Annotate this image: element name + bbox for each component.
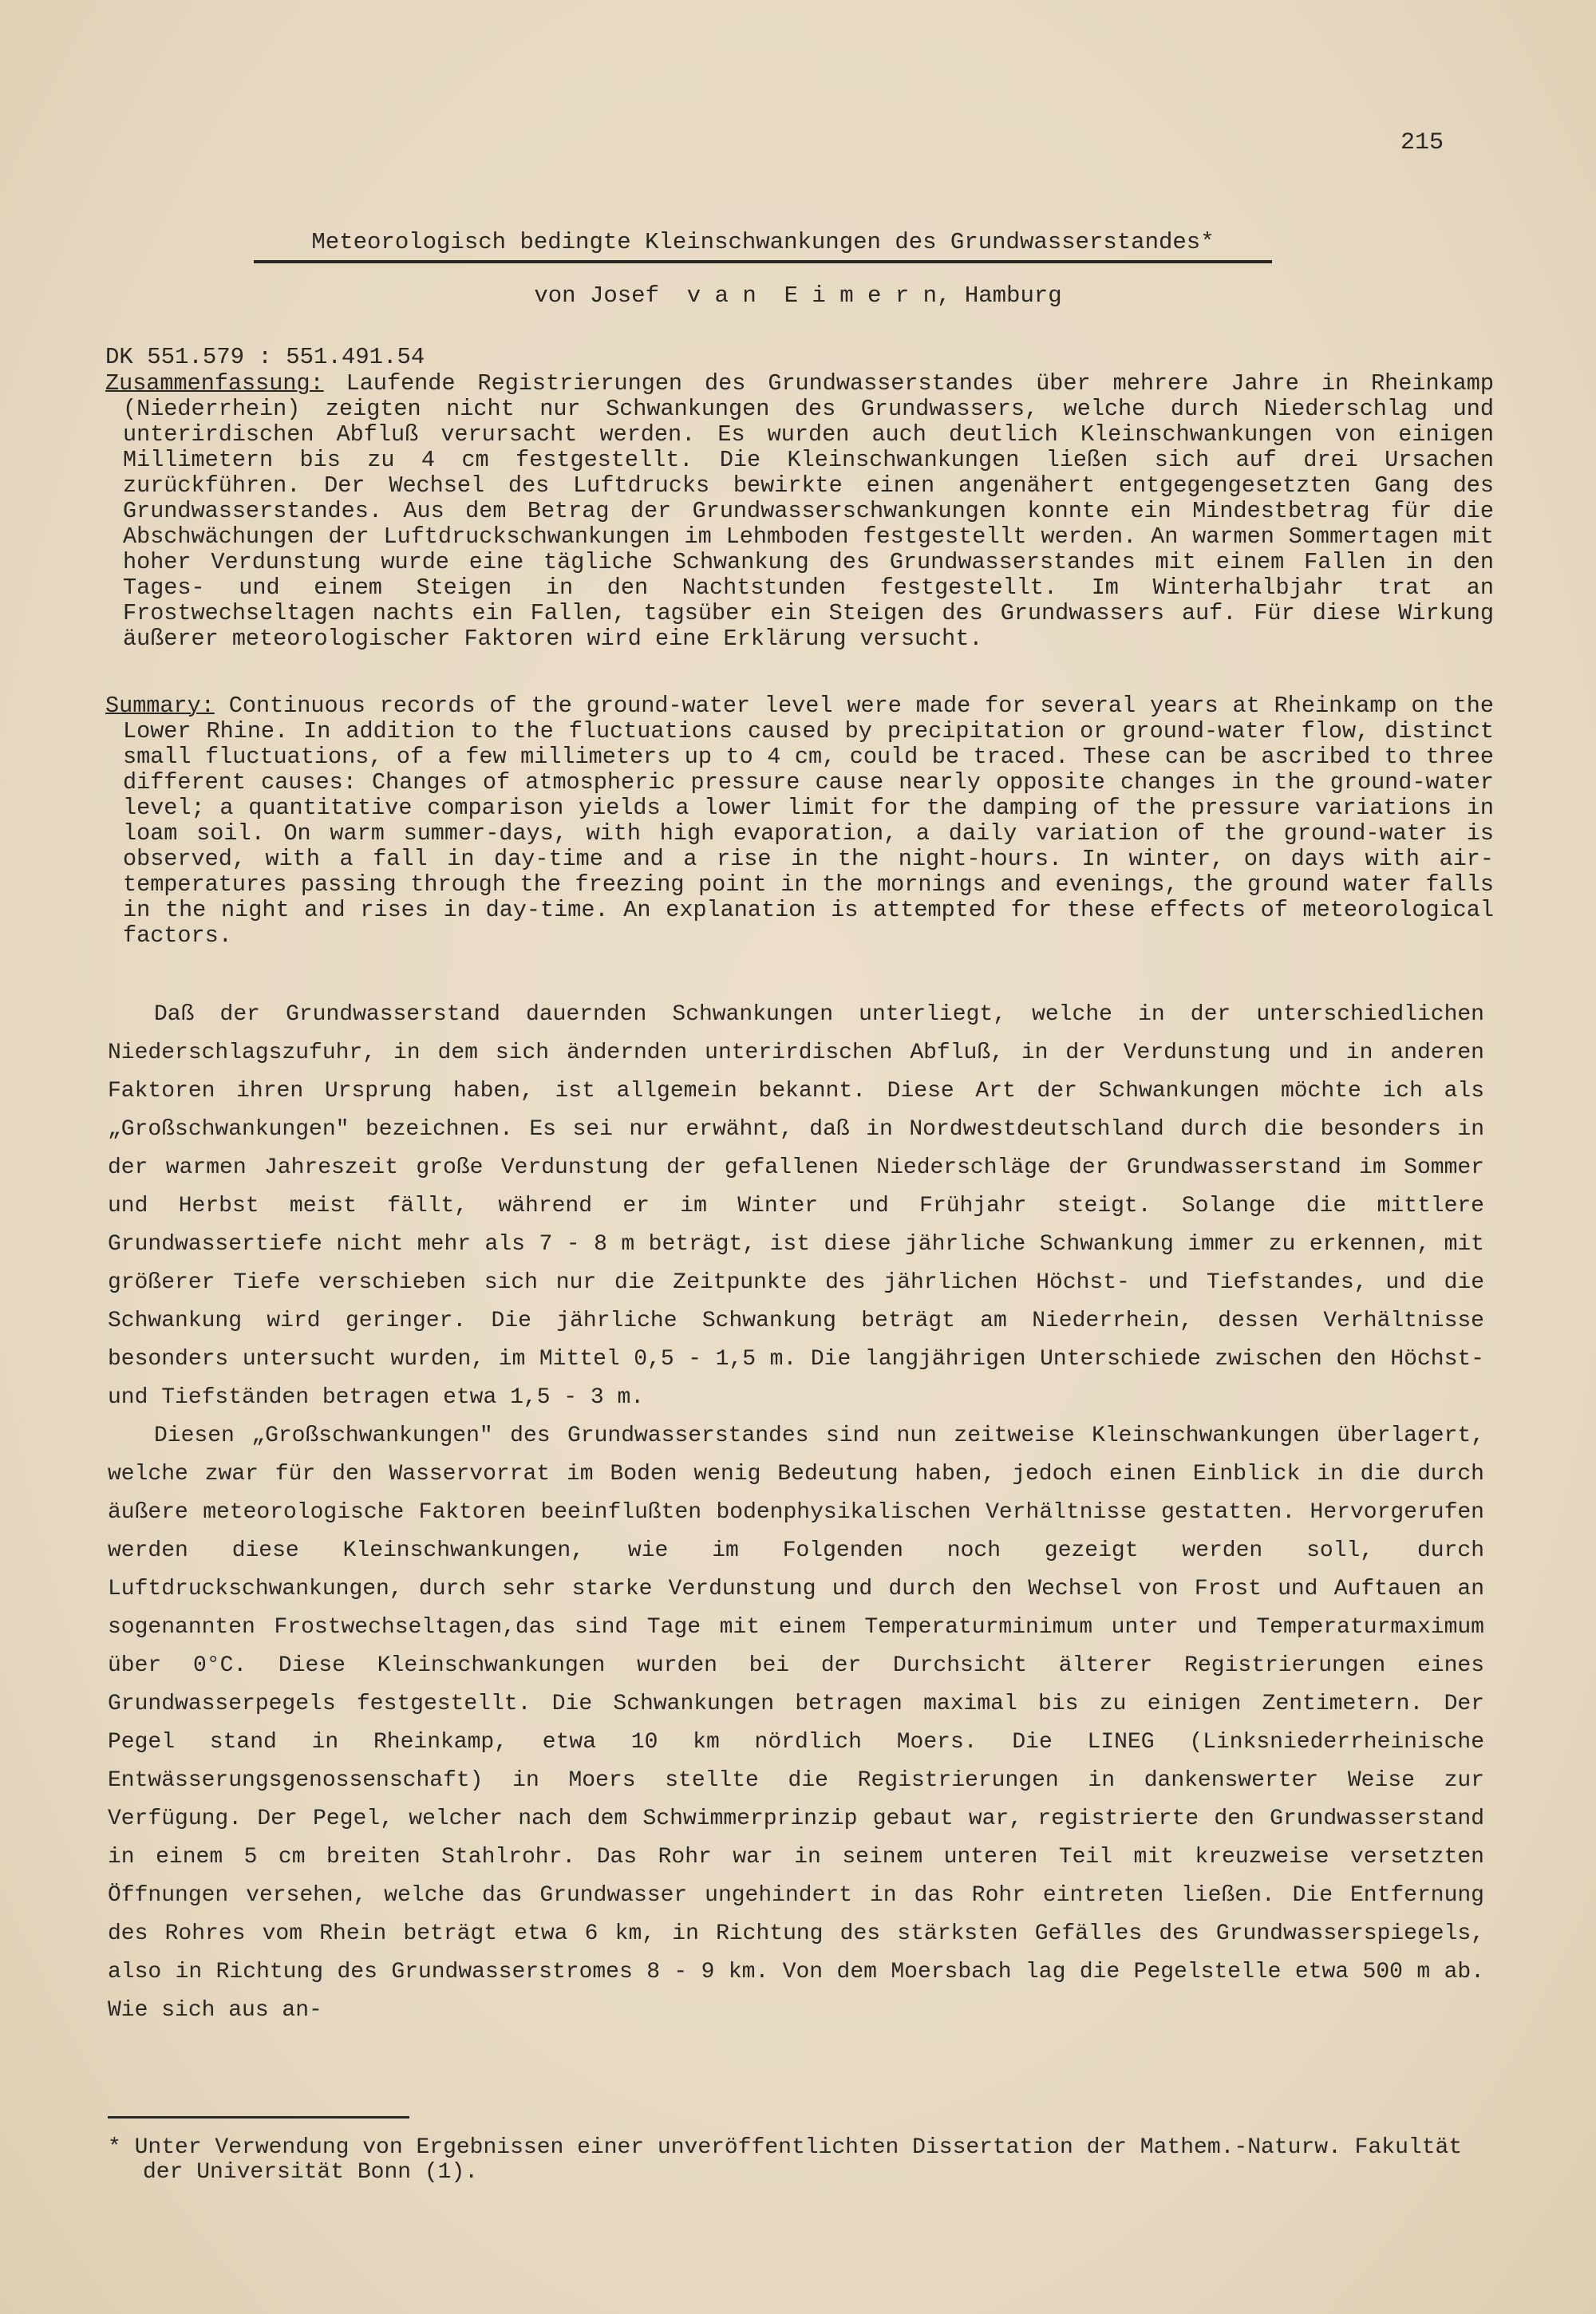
body-paragraph-2: Diesen „Großschwankungen" des Grundwasserstandes sind nun zeitweise Kleinschwankungen überlagert, welche zwar für den Wasservorrat im Boden wenig Bedeutung haben, jedoch einen Einblick in die durch äußere meteorologische Faktoren beeinflußten bodenphysikalischen Verhältnisse gestatten. Hervorgerufen werden diese Kleinschwankungen, wie im Folgenden noch gezeigt werden soll, durch Luftdruckschwankungen, durch sehr starke Verdunstung und durch den Wechsel von Frost und Auftauen an sogenannten Frostwechseltagen,das sind Tage mit einem Temperaturminimum unter und Temperaturmaximum über 0°C. Diese Kleinschwankungen wurden bei der Durchsicht älterer Registrierungen eines Grundwasserpegels festgestellt. Die Schwankungen betragen maximal bis zu einigen Zentimetern. Der Pegel stand in Rheinkamp, etwa 10 km nördlich Moers. Die LINEG (Linksniederrheinische Entwässerungsgenossenschaft) in Moers stellte die Registrierungen in dankenswerter Weise zur Verfügung. Der Pegel, welcher nach dem Schwimmerprinzip gebaut war, registrierte den Grundwasserstand in einem 5 cm breiten Stahlrohr. Das Rohr war in seinem unteren Teil mit kreuzweise versetzten Öffnungen versehen, welche das Grundwasser ungehindert in das Rohr eintreten ließen. Die Entfernung des Rohres vom Rhein beträgt etwa 6 km, in Richtung des stärksten Gefälles des Grundwasserspiegels, also in Richtung des Grundwasserstromes 8 - 9 km. Von dem Moersbach lag die Pegelstelle etwa 500 m ab. Wie sich aus an- — [108, 1424, 1484, 2023]
article-title: Meteorologisch bedingte Kleinschwankungen des Grundwasserstandes* — [311, 229, 1215, 255]
summary-label: Summary: — [105, 693, 215, 719]
page-number: 215 — [1400, 129, 1444, 156]
zusammenfassung-text: Laufende Registrierungen des Grundwasserstandes über mehrere Jahre in Rheinkamp (Niederrhein) zeigten nicht nur Schwankungen des Grundwassers, welche durch Niederschlag und unterirdischen Abfluß verursacht werden. Es wurden auch deutlich Kleinschwankungen von einigen Millimetern bis zu 4 cm festgestellt. Die Kleinschwankungen ließen sich auf drei Ursachen zurückführen. Der Wechsel des Luftdrucks bewirkte einen angenähert entgegengesetzten Gang des Grundwasserstandes. Aus dem Betrag der Grundwasserschwankungen konnte ein Mindestbetrag für die Abschwächungen der Luftdruckschwankungen im Lehmboden festgestellt werden. An warmen Sommertagen mit hoher Verdunstung wurde eine tägliche Schwankung des Grundwasserstandes mit einem Fallen in den Tages- und einem Steigen in den Nachtstunden festgestellt. Im Winterhalbjahr trat an Frostwechseltagen nachts ein Fallen, tagsüber ein Steigen des Grundwassers auf. Für diese Wirkung äußerer meteorologischer Faktoren wird eine Erklärung versucht. — [123, 370, 1494, 652]
author-line: von Josef v a n E i m e r n, Hamburg — [534, 282, 1062, 309]
abstract-german — [105, 371, 1494, 652]
body-paragraph-1: Daß der Grundwasserstand dauernden Schwankungen unterliegt, welche in der unterschiedlichen Niederschlagszufuhr, in dem sich ändernden unterirdischen Abfluß, in der Verdunstung und in anderen Faktoren ihren Ursprung haben, ist allgemein bekannt. Diese Art der Schwankungen möchte ich als „Großschwankungen" bezeichnen. Es sei nur erwähnt, daß in Nordwestdeutschland durch die besonders in der warmen Jahreszeit große Verdunstung der gefallenen Niederschläge der Grundwasserstand im Sommer und Herbst meist fällt, während er im Winter und Frühjahr steigt. Solange die mittlere Grundwassertiefe nicht mehr als 7 - 8 m beträgt, ist diese jährliche Schwankung immer zu erkennen, mit größerer Tiefe verschieben sich nur die Zeitpunkte des jährlichen Höchst- und Tiefstandes, und die Schwankung wird geringer. Die jährliche Schwankung beträgt am Niederrhein, dessen Verhältnisse besonders untersucht wurden, im Mittel 0,5 - 1,5 m. Die langjährigen Unterschiede zwischen den Höchst- und Tiefständen betragen etwa 1,5 - 3 m. — [108, 1002, 1484, 1410]
title-underline — [254, 260, 1272, 263]
zusammenfassung-label: Zusammenfassung: — [105, 370, 324, 397]
dk-classification: DK 551.579 : 551.491.54 — [105, 344, 425, 370]
footnote: * Unter Verwendung von Ergebnissen einer unveröffentlichten Dissertation der Mathem.-Naturw. Fakultät der Universität Bonn (1). — [108, 2135, 1463, 2185]
abstract-german-paragraph — [105, 371, 1494, 652]
abstract-english — [105, 693, 1494, 949]
body-text — [108, 996, 1484, 2030]
footnote-separator — [108, 2116, 409, 2119]
summary-text: Continuous records of the ground-water level were made for several years at Rheinkamp on the Lower Rhine. In addition to the fluctuations caused by precipitation or ground-water flow, distinct small fluctuations, of a few millimeters up to 4 cm, could be traced. These can be ascribed to three different causes: Changes of atmospheric pressure cause nearly opposite changes in the ground-water level; a quantitative comparison yields a lower limit for the damping of the pressure variations in loam soil. On warm summer-days, with high evaporation, a daily variation of the ground-water is observed, with a fall in day-time and a rise in the night-hours. In winter, on days with air-temperatures passing through the freezing point in the mornings and evenings, the ground water falls in the night and rises in day-time. An explanation is attempted for these effects of meteorological factors. — [123, 693, 1494, 949]
abstract-english-paragraph — [105, 693, 1494, 949]
